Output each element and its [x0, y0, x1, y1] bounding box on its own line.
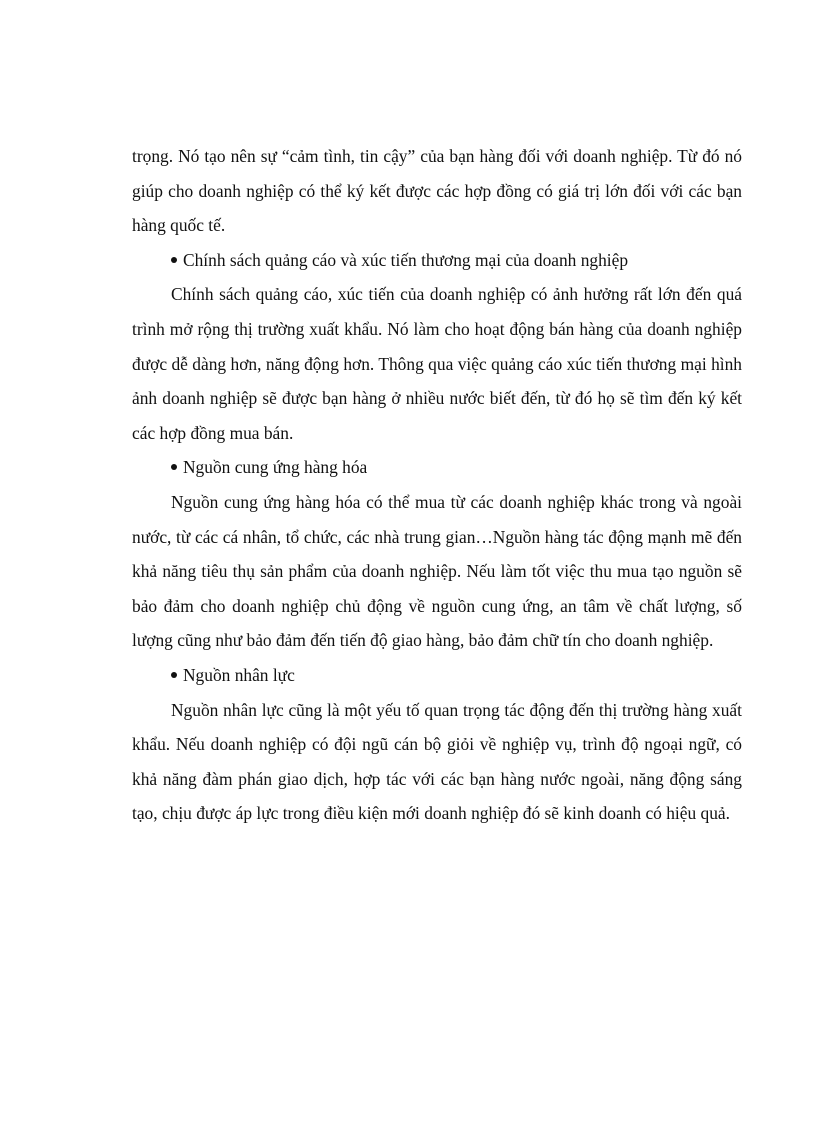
bullet-heading-label: Nguồn cung ứng hàng hóa	[183, 457, 368, 478]
paragraph-advertising-policy: Chính sách quảng cáo, xúc tiến của doanh nghiệp có ảnh hưởng rất lớn đến quá trình mở rộng thị trường xuất khẩu. Nó làm cho hoạt động bán hàng của doanh nghiệp được dễ dàng hơn, năng động hơn. Thông qua việc quảng cáo xúc tiến thương mại hình ảnh doanh nghiệp sẽ được bạn hàng ở nhiều nước biết đến, từ đó họ sẽ tìm đến ký kết các hợp đồng mua bán.	[132, 284, 742, 443]
bullet-heading-label: Chính sách quảng cáo và xúc tiến thương mại của doanh nghiệp	[183, 249, 629, 270]
bullet-heading-human-resources	[132, 658, 742, 693]
paragraph-reputation-continued: trọng. Nó tạo nên sự “cảm tình, tin cậy” của bạn hàng đối với doanh nghiệp. Từ đó nó giúp cho doanh nghiệp có thể ký kết được các hợp đồng có giá trị lớn đối với các bạn hàng quốc tế.	[132, 146, 742, 236]
bullet-heading-advertising-policy	[132, 243, 742, 278]
bullet-icon	[171, 257, 177, 263]
bullet-heading-label: Nguồn nhân lực	[183, 664, 295, 685]
document-body	[132, 139, 742, 831]
bullet-icon	[171, 464, 177, 470]
paragraph-human-resources: Nguồn nhân lực cũng là một yếu tố quan trọng tác động đến thị trường hàng xuất khẩu. Nếu doanh nghiệp có đội ngũ cán bộ giỏi về nghiệp vụ, trình độ ngoại ngữ, có khả năng đàm phán giao dịch, hợp tác với các bạn hàng nước ngoài, năng động sáng tạo, chịu được áp lực trong điều kiện mới doanh nghiệp đó sẽ kinh doanh có hiệu quả.	[132, 699, 742, 824]
bullet-heading-goods-supply	[132, 450, 742, 485]
bullet-icon	[171, 672, 177, 678]
paragraph-goods-supply: Nguồn cung ứng hàng hóa có thể mua từ các doanh nghiệp khác trong và ngoài nước, từ các cá nhân, tổ chức, các nhà trung gian…Nguồn hàng tác động mạnh mẽ đến khả năng tiêu thụ sản phẩm của doanh nghiệp. Nếu làm tốt việc thu mua tạo nguồn sẽ bảo đảm cho doanh nghiệp chủ động về nguồn cung ứng, an tâm về chất lượng, số lượng cũng như bảo đảm đến tiến độ giao hàng, bảo đảm chữ tín cho doanh nghiệp.	[132, 491, 742, 651]
